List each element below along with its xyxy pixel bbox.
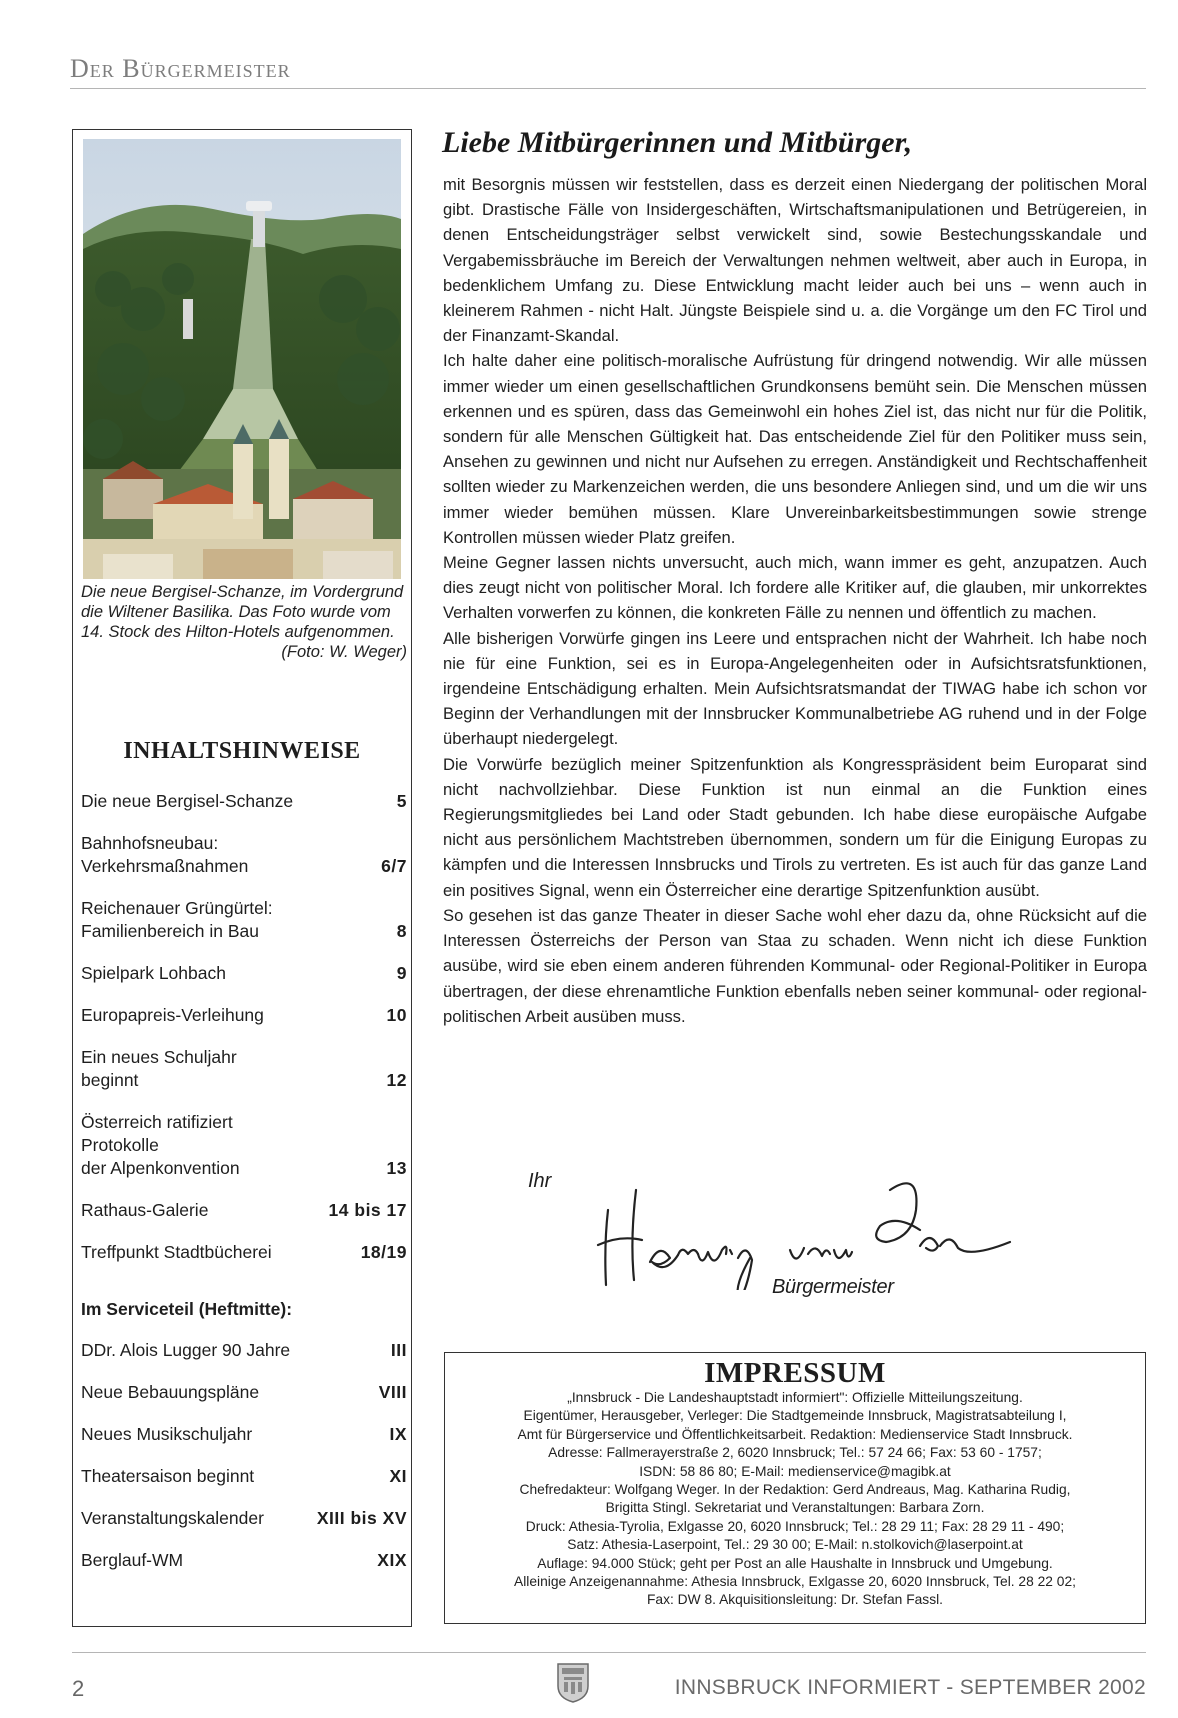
impressum-title: IMPRESSUM [704, 1357, 886, 1389]
toc-item [81, 1199, 407, 1222]
impressum-line: „Innsbruck - Die Landeshauptstadt informiert": Offizielle Mitteilungszeitung. [567, 1390, 1023, 1405]
footer-divider [72, 1652, 1146, 1653]
service-item [81, 1381, 407, 1404]
service-item [81, 1339, 407, 1362]
service-item-page: III [390, 1340, 407, 1360]
city-crest-icon [556, 1660, 590, 1704]
service-item [81, 1423, 407, 1446]
toc-item [81, 790, 407, 813]
toc-item-page: 14 bis 17 [328, 1200, 407, 1220]
toc-item-label: Treffpunkt Stadtbücherei [81, 1242, 272, 1262]
toc-item [81, 1111, 407, 1180]
toc-item-label: Reichenauer Grüngürtel: Familienbereich in Bau [81, 898, 273, 941]
photo-credit: (Foto: W. Weger) [281, 643, 407, 661]
service-item-page: XIX [377, 1550, 407, 1570]
toc-item-page: 5 [396, 791, 407, 811]
service-item-label: Berglauf-WM [81, 1550, 184, 1570]
service-item [81, 1465, 407, 1488]
service-item [81, 1507, 407, 1530]
toc-item-label: Rathaus-Galerie [81, 1200, 209, 1220]
service-item-label: DDr. Alois Lugger 90 Jahre [81, 1340, 291, 1360]
service-item-page: XIII bis XV [316, 1508, 407, 1528]
photo-caption [81, 582, 407, 662]
service-item-page: XI [389, 1466, 407, 1486]
letter-paragraph: mit Besorgnis müssen wir feststellen, dass es derzeit einen Niedergang der politischen Moral gibt. Drastische Fälle von Insidergeschäften, Wirtschaftsmanipulationen und Betrügereien, in denen Entscheidungsträger selbst verwickelt sind, sowie Bestechungsskandale und Vergabemissbräuche im Bereich der Verwaltungen nehmen weltweit, aber auch in Europa, in bedenklichem Umfang zu. Diese Entwicklung macht leider auch bei uns – wenn auch in kleinerem Rahmen - nicht Halt. Jüngste Beispiele sind u. a. die Vorgänge um den FC Tirol und der Finanzamt-Skandal. [443, 175, 1147, 346]
impressum-line: Fax: DW 8. Akquisitionsleitung: Dr. Stefan Fassl. [647, 1592, 943, 1608]
impressum-line: Eigentümer, Herausgeber, Verleger: Die Stadtgemeinde Innsbruck, Magistratsabteilung I, [523, 1408, 1067, 1424]
impressum-line: Druck: Athesia-Tyrolia, Exlgasse 20, 6020 Innsbruck; Tel.: 28 29 11; Fax: 28 29 11 - 490; [525, 1518, 1065, 1534]
impressum-line: Amt für Bürgerservice und Öffentlichkeitsarbeit. Redaktion: Medienservice Stadt Innsbruck. [517, 1426, 1073, 1442]
toc-item-label: Bahnhofsneubau: Verkehrsmaßnahmen [81, 833, 249, 876]
toc-item-page: 18/19 [360, 1242, 407, 1262]
service-item-label: Veranstaltungskalender [81, 1508, 264, 1528]
publication-footer: INNSBRUCK INFORMIERT - SEPTEMBER 2002 [674, 1676, 1146, 1699]
service-section-title: Im Serviceteil (Heftmitte): [81, 1299, 293, 1319]
impressum-box [444, 1352, 1146, 1624]
toc-item-page: 13 [386, 1158, 407, 1178]
toc-item-label: Die neue Bergisel-Schanze [81, 791, 294, 811]
toc-item-label: Ein neues Schuljahr beginnt [81, 1047, 237, 1090]
header-title: Der Bürgermeister [70, 54, 291, 83]
toc-item-label: Spielpark Lohbach [81, 963, 226, 983]
letter-paragraph: So gesehen ist das ganze Theater in dieser Sache wohl eher dazu da, ohne Rücksicht auf die Interessen Österreichs der Person van Staa zu schaden. Wenn nicht ich diese Funktion ausübe, wird sie eben einem anderen führenden Kommunal- oder Regional-Politiker in Europa übertragen, der diese ehrenamtliche Funktion ebenfalls neben seiner kommunal- oder regional-politischen Arbeit ausüben muss. [443, 905, 1147, 1026]
toc-item-page: 8 [396, 921, 407, 941]
toc-item [81, 962, 407, 985]
impressum-line: Adresse: Fallmerayerstraße 2, 6020 Innsbruck; Tel.: 57 24 66; Fax: 53 60 - 1757; [548, 1445, 1042, 1461]
ski-jump-photo [83, 139, 401, 579]
impressum-line: ISDN: 58 86 80; E-Mail: medienservice@magibk.at [639, 1463, 951, 1479]
toc-item [81, 1046, 407, 1092]
impressum-line: Chefredakteur: Wolfgang Weger. In der Redaktion: Gerd Andreaus, Mag. Katharina Rudig, [519, 1482, 1071, 1498]
toc-item-label: Österreich ratifiziert Protokolle der Alpenkonvention [81, 1112, 240, 1178]
service-item [81, 1549, 407, 1572]
toc-item-page: 10 [386, 1005, 407, 1025]
signature-role: Bürgermeister [772, 1276, 894, 1298]
service-item-page: VIII [378, 1382, 407, 1402]
toc-item [81, 832, 407, 878]
toc-item [81, 897, 407, 943]
handwritten-signature [590, 1150, 1030, 1290]
table-of-contents [81, 790, 407, 1572]
sidebar-box [72, 129, 412, 1627]
service-item-page: IX [389, 1424, 407, 1444]
page-number: 2 [72, 1676, 85, 1701]
toc-title: INHALTSHINWEISE [123, 738, 361, 764]
toc-item-page: 6/7 [381, 856, 407, 876]
letter-paragraph: Alle bisherigen Vorwürfe gingen ins Leere und entsprachen nicht der Wahrheit. Ich habe noch nie für eine Funktion, sei es in Europa-Angelegenheiten oder in Aufsichtsratsfunktionen, irgendeine Entschädigung erhalten. Mein Aufsichtsratsmandat der TIWAG habe ich schon vor Beginn der Verhandlungen mit der Innsbrucker Kommunalbetriebe AG ruhend und in der Folge überhaupt niedergelegt. [443, 628, 1147, 749]
toc-item-page: 12 [386, 1070, 407, 1090]
toc-item [81, 1004, 407, 1027]
service-item-label: Neue Bebauungspläne [81, 1382, 260, 1402]
letter-salutation: Liebe Mitbürgerinnen und Mitbürger, [442, 126, 913, 159]
letter-paragraph: Die Vorwürfe bezüglich meiner Spitzenfunktion als Kongresspräsident beim Europarat sind nicht nachvollziehbar. Diese Funktion ist nun einmal an die Funktion eines Regierungsmitgliedes bei Land oder Stadt gebunden. Ich habe diese europäische Aufgabe nicht aus persönlichem Machtstreben übernommen, sondern um für die Einigung Europas zu kämpfen und die Interessen Innsbrucks und Tirols zu vertreten. Es ist auch für das ganze Land ein positives Signal, wenn ein Österreicher eine derartige Spitzenfunktion ausübt. [443, 754, 1147, 900]
letter-paragraph: Meine Gegner lassen nichts unversucht, auch mich, wann immer es geht, anzupatzen. Auch dies zeugt nicht von politischer Moral. Ich fordere alle Kritiker auf, die glauben, mir unkorrektes Verhalten vorwerfen zu können, die konkreten Fälle zu nennen und öffentlich zu machen. [443, 553, 1147, 623]
impressum-line: Auflage: 94.000 Stück; geht per Post an alle Haushalte in Innsbruck und Umgebung. [537, 1555, 1053, 1571]
photo-caption-text: Die neue Bergisel-Schanze, im Vordergrund die Wiltener Basilika. Das Foto wurde vom 14. Stock des Hilton-Hotels aufgenommen. [81, 583, 404, 641]
header-divider [70, 88, 1146, 89]
letter-paragraph: Ich halte daher eine politisch-moralische Aufrüstung für dringend notwendig. Wir alle müssen immer wieder um einen gesellschaftlichen Grundkonsens bemüht sein. Die Menschen müssen erkennen und es spüren, dass das Gemeinwohl ein hohes Ziel ist, das nicht nur für die Politik, sondern für alle Menschen Gültigkeit hat. Das entscheidende Ziel für den Politiker muss sein, Ansehen zu gewinnen und nicht nur Aufsehen zu erregen. Anständigkeit und Rechtschaffenheit sollten wieder zu Markenzeichen werden, die uns besondere Anliegen sind, und um die wir uns immer wieder bemühen müssen. Klare Unvereinbarkeitsbestimmungen sowie strenge Kontrollen müssen wieder Platz greifen. [443, 351, 1147, 547]
letter-body [443, 172, 1147, 1029]
impressum-line: Satz: Athesia-Laserpoint, Tel.: 29 30 00; E-Mail: n.stolkovich@laserpoint.at [567, 1537, 1023, 1553]
service-item-label: Neues Musikschuljahr [81, 1424, 253, 1444]
impressum-line: Alleinige Anzeigenannahme: Athesia Innsbruck, Exlgasse 20, 6020 Innsbruck, Tel. 28 22 02; [514, 1574, 1076, 1590]
toc-item-label: Europapreis-Verleihung [81, 1005, 264, 1025]
toc-item-page: 9 [396, 963, 407, 983]
impressum-line: Brigitta Stingl. Sekretariat und Veranstaltungen: Barbara Zorn. [605, 1500, 985, 1516]
toc-item [81, 1241, 407, 1264]
service-item-label: Theatersaison beginnt [81, 1466, 255, 1486]
letter-closing: Ihr [528, 1170, 552, 1192]
